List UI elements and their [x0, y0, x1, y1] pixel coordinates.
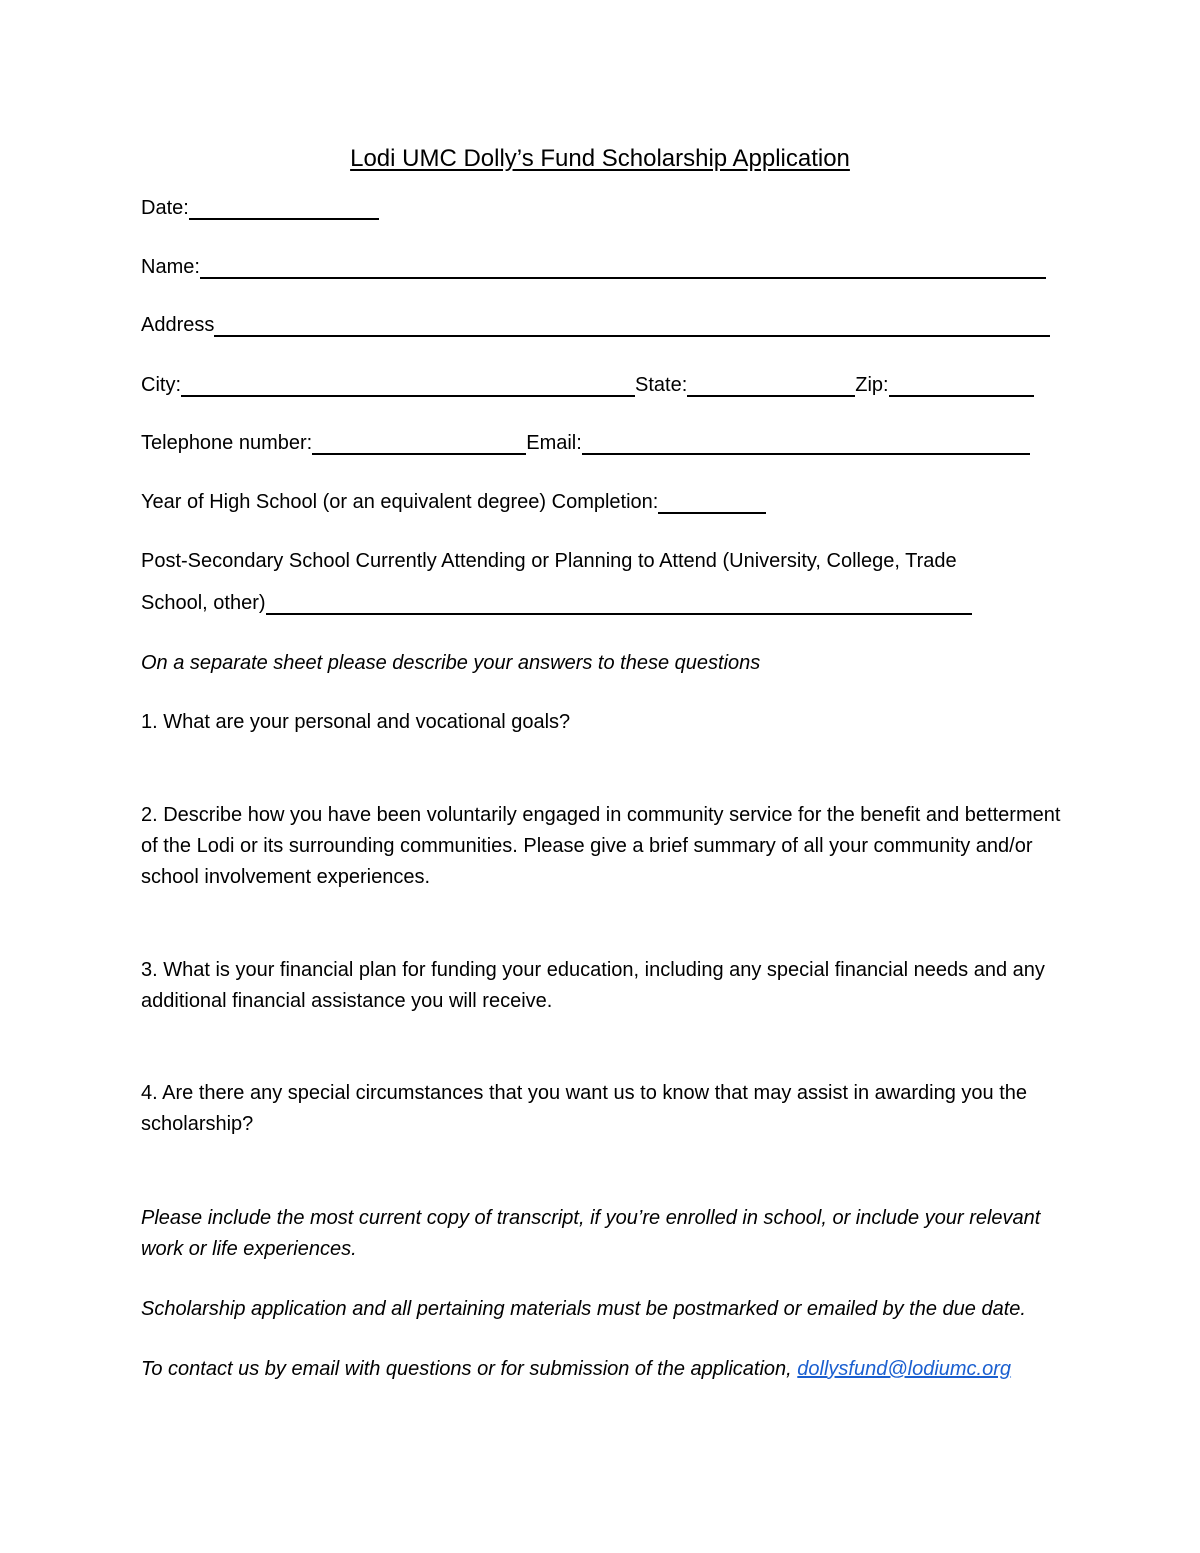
- state-label: State:: [635, 374, 688, 396]
- email-blank[interactable]: [582, 431, 1030, 455]
- contact-note: [141, 1354, 1081, 1385]
- question-2: 2. Describe how you have been voluntarily engaged in community service for the benefit and betterment of the Lodi or its surrounding communities. Please give a brief summary of all your community and/or school involvement experiences.: [141, 804, 1061, 888]
- hs-completion-blank[interactable]: [658, 490, 766, 514]
- name-row: [141, 252, 1046, 282]
- city-blank[interactable]: [181, 373, 635, 397]
- contact-prefix: To contact us by email with questions or for submission of the application,: [141, 1358, 798, 1380]
- telephone-email-row: [141, 428, 1030, 458]
- post-secondary-row-1: [141, 546, 957, 576]
- transcript-note: Please include the most current copy of transcript, if you’re enrolled in school, or include your relevant work or life experiences.: [141, 1207, 1041, 1260]
- date-blank[interactable]: [189, 196, 379, 220]
- address-blank[interactable]: [214, 313, 1050, 337]
- name-label: Name:: [141, 256, 200, 278]
- state-blank[interactable]: [687, 373, 855, 397]
- post-secondary-row-2: [141, 588, 972, 618]
- address-row: [141, 310, 1050, 340]
- telephone-blank[interactable]: [312, 431, 526, 455]
- question-1: 1. What are your personal and vocational goals?: [141, 711, 571, 733]
- document-title: Lodi UMC Dolly’s Fund Scholarship Application: [350, 145, 850, 172]
- question-4: 4. Are there any special circumstances that you want us to know that may assist in awarding you the scholarship?: [141, 1082, 1028, 1135]
- zip-blank[interactable]: [889, 373, 1034, 397]
- email-label: Email:: [526, 432, 582, 454]
- zip-label: Zip:: [855, 374, 889, 396]
- city-state-zip-row: [141, 370, 1034, 400]
- city-label: City:: [141, 374, 181, 396]
- post-secondary-blank[interactable]: [266, 591, 972, 615]
- question-3: 3. What is your financial plan for funding your education, including any special financial needs and any additional financial assistance you will receive.: [141, 959, 1045, 1012]
- post-secondary-label-line1: Post-Secondary School Currently Attending or Planning to Attend (University, College, Trade: [141, 550, 957, 572]
- date-row: [141, 193, 379, 223]
- separate-sheet-instruction: On a separate sheet please describe your answers to these questions: [141, 652, 761, 674]
- name-blank[interactable]: [200, 255, 1046, 279]
- contact-email-link[interactable]: dollysfund@lodiumc.org: [797, 1358, 1012, 1380]
- postmark-note: Scholarship application and all pertaining materials must be postmarked or emailed by the due date.: [141, 1298, 1026, 1320]
- post-secondary-label-line2: School, other): [141, 592, 266, 614]
- hs-completion-label: Year of High School (or an equivalent degree) Completion:: [141, 491, 659, 513]
- hs-completion-row: [141, 487, 766, 517]
- telephone-label: Telephone number:: [141, 432, 313, 454]
- address-label: Address: [141, 314, 215, 336]
- date-label: Date:: [141, 197, 189, 219]
